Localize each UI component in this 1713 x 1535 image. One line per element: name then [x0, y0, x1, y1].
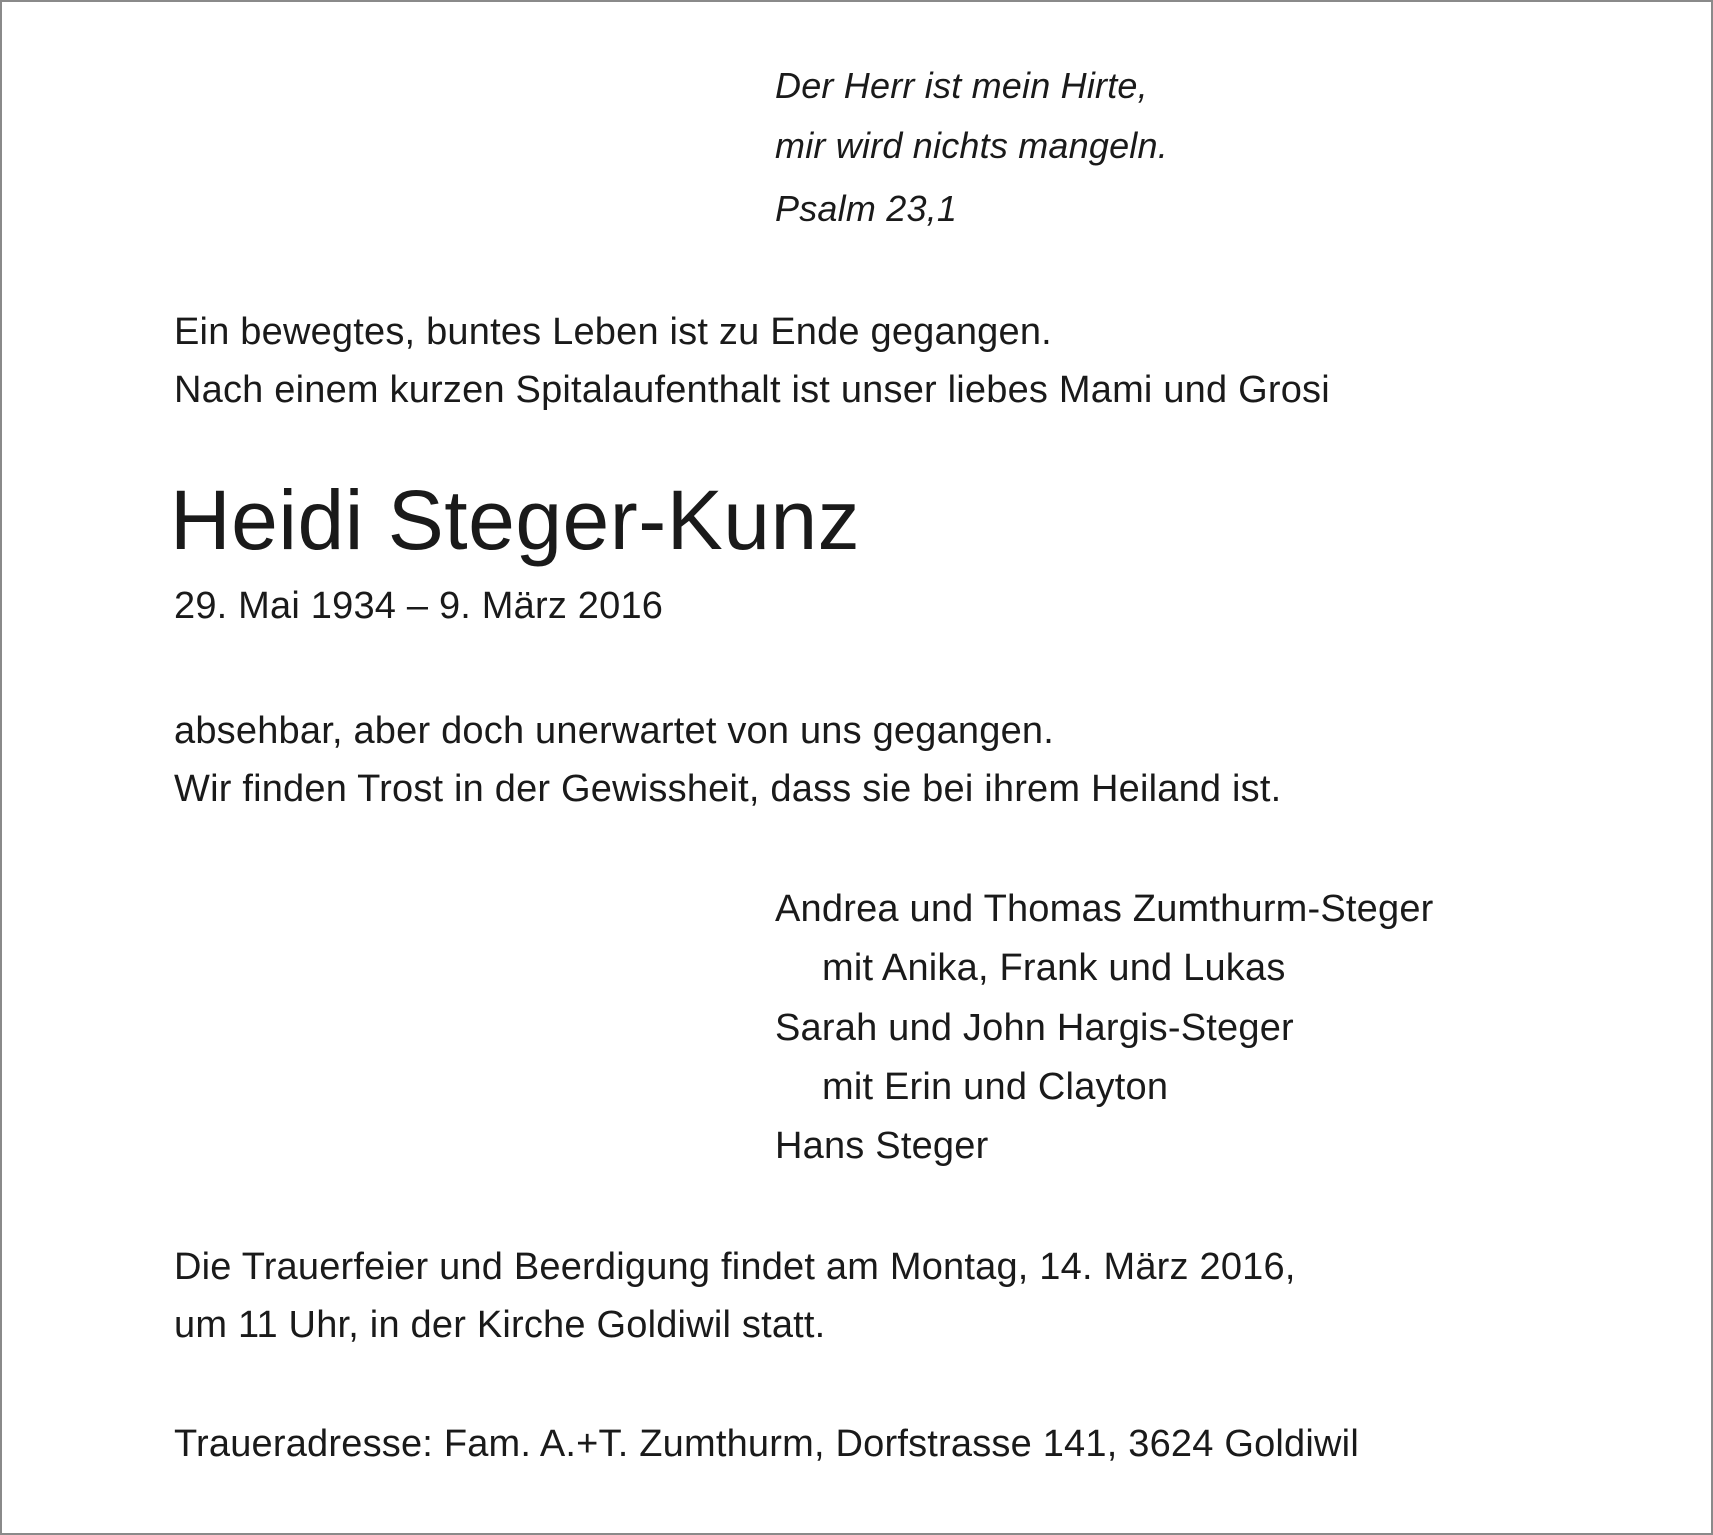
message-line-1: absehbar, aber doch unerwartet von uns gegangen.	[174, 710, 1055, 752]
funeral-line-1: Die Trauerfeier und Beerdigung findet am Montag, 14. März 2016,	[174, 1246, 1296, 1288]
verse-reference: Psalm 23,1	[775, 188, 958, 229]
deceased-dates: 29. Mai 1934 – 9. März 2016	[174, 585, 664, 627]
verse-line-2: mir wird nichts mangeln.	[775, 125, 1168, 166]
intro-line-2: Nach einem kurzen Spitalaufenthalt ist unser liebes Mami und Grosi	[174, 369, 1330, 411]
intro-line-1: Ein bewegtes, buntes Leben ist zu Ende gegangen.	[174, 311, 1052, 353]
mourner-1-children: mit Anika, Frank und Lukas	[822, 947, 1286, 989]
mourner-2: Sarah und John Hargis-Steger	[775, 1007, 1294, 1049]
mourner-3: Hans Steger	[775, 1125, 989, 1167]
funeral-line-2: um 11 Uhr, in der Kirche Goldiwil statt.	[174, 1304, 826, 1346]
message-line-2: Wir finden Trost in der Gewissheit, dass sie bei ihrem Heiland ist.	[174, 768, 1282, 810]
mourner-2-children: mit Erin und Clayton	[822, 1066, 1169, 1108]
mourning-address: Traueradresse: Fam. A.+T. Zumthurm, Dorfstrasse 141, 3624 Goldiwil	[174, 1423, 1359, 1465]
deceased-name: Heidi Steger-Kunz	[170, 473, 861, 567]
verse-line-1: Der Herr ist mein Hirte,	[775, 65, 1148, 106]
mourner-1: Andrea und Thomas Zumthurm-Steger	[775, 888, 1434, 930]
